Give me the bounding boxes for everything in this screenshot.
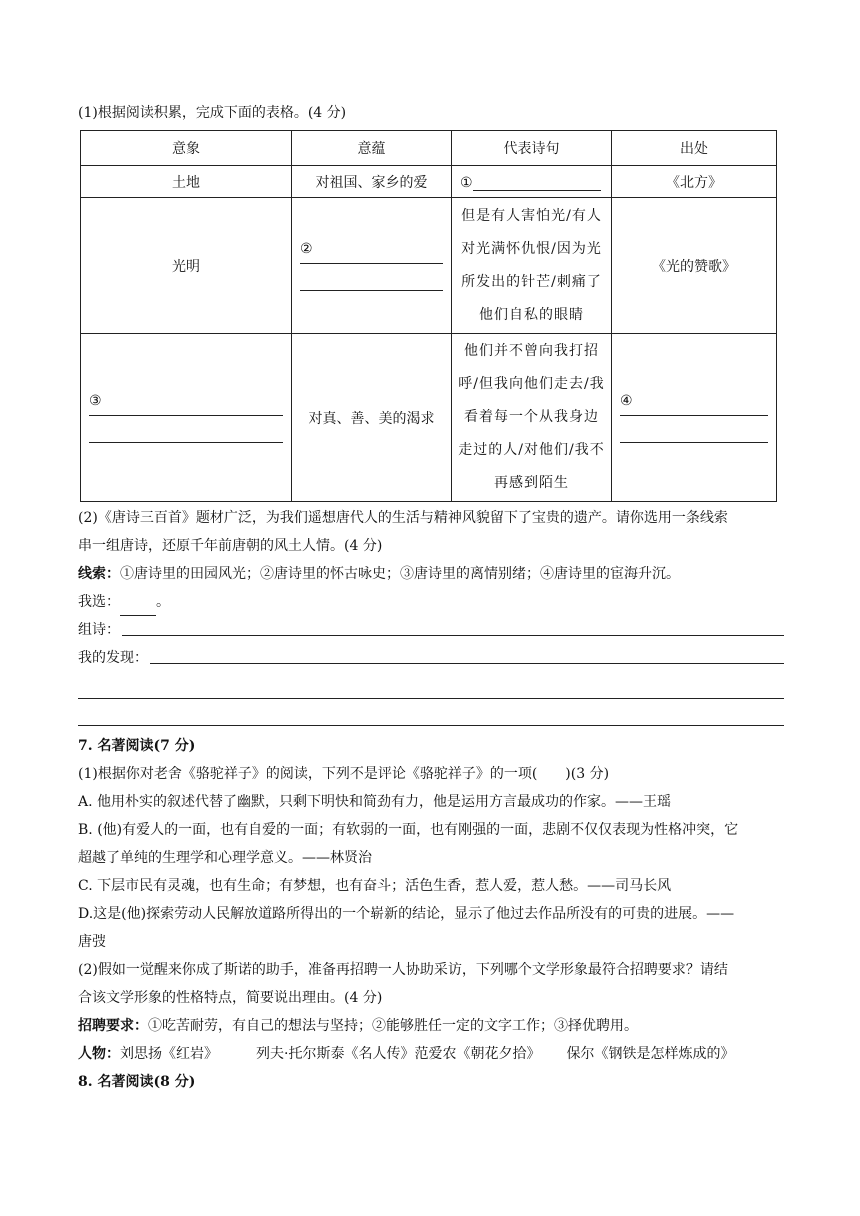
choice-label: 我选： [78,594,120,610]
answer-blank-1[interactable] [452,166,612,198]
answer-blank-4[interactable] [612,334,777,502]
cell-poem: 但是有人害怕光/有人对光满怀仇恨/因为光所发出的针芒/刺痛了他们自私的眼睛 [452,198,612,334]
requirement-line [78,1012,784,1040]
blank-underline [473,172,601,191]
requirement-label: 招聘要求： [78,1018,148,1034]
q8-title: 8. 名著阅读(8 分) [78,1074,196,1090]
person-item: 保尔《钢铁是怎样炼成的》 [566,1046,735,1062]
poems-line [78,616,784,644]
cell-meaning: 对真、善、美的渴求 [292,334,452,502]
clue-text: ①唐诗里的田园风光；②唐诗里的怀古咏史；③唐诗里的离情别绪；④唐诗里的宦海升沉。 [120,566,680,582]
blank-underline [300,268,443,291]
imagery-table [80,130,777,502]
blank-underline [300,241,443,264]
finding-label: 我的发现： [78,650,148,666]
q7-title: 7. 名著阅读(7 分) [78,738,196,754]
header-meaning: 意蕴 [292,131,452,166]
people-line [78,1040,784,1068]
q7-sub2-line2: 合该文学形象的性格特点，简要说出理由。(4 分) [78,990,383,1006]
option-d-line2: 唐弢 [78,934,106,950]
choice-blank[interactable] [120,597,156,616]
clue-line [78,560,784,588]
blank-underline [89,420,283,443]
blank-underline [89,393,283,416]
requirement-text: ①吃苦耐劳，有自己的想法与坚持；②能够胜任一定的文字工作；③择优聘用。 [148,1018,638,1034]
choice-line [78,588,784,616]
q7-sub1: (1)根据你对老舍《骆驼祥子》的阅读，下列不是评论《骆驼祥子》的一项( )(3 分) [78,766,610,782]
option-a: A. 他用朴实的叙述代替了幽默，只剩下明快和简劲有力，他是运用方言最成功的作家。——王瑶 [78,794,672,810]
table-header-row [81,131,777,166]
q6-1-prompt: (1)根据阅读积累，完成下面的表格。(4 分) [78,105,347,121]
blank-underline [620,420,768,443]
person-item: 刘思扬《红岩》 [120,1046,218,1062]
poems-label: 组诗： [78,622,120,638]
answer-blank-2[interactable] [292,198,452,334]
option-b-line1: B. (他)有爱人的一面，也有自爱的一面；有软弱的一面，也有刚强的一面，悲剧不仅仅表现为性格冲突，它 [78,822,739,838]
cell-source: 《北方》 [612,166,777,198]
answer-line[interactable] [78,699,784,726]
blank-number: ③ [89,392,102,409]
finding-answer-line[interactable] [150,663,784,664]
answer-blank-3[interactable] [81,334,292,502]
option-d-line1: D.这是(他)探索劳动人民解放道路所得出的一个崭新的结论，显示了他过去作品所没有的可贵的进展。—— [78,906,735,922]
choice-end: 。 [156,594,170,610]
table-row [81,166,777,198]
answer-line[interactable] [78,672,784,699]
header-imagery: 意象 [81,131,292,166]
poems-answer-line[interactable] [122,635,784,636]
blank-number: ④ [620,392,633,409]
finding-line [78,644,784,672]
q7-sub2-line1: (2)假如一觉醒来你成了斯诺的助手，准备再招聘一人协助采访，下列哪个文学形象最符合招聘要求？请结 [78,962,728,978]
table-row [81,334,777,502]
cell-source: 《光的赞歌》 [612,198,777,334]
cell-meaning: 对祖国、家乡的爱 [292,166,452,198]
option-b-line2: 超越了单纯的生理学和心理学意义。——林贤治 [78,850,372,866]
q6-2-prompt-line2: 串一组唐诗，还原千年前唐朝的风土人情。(4 分) [78,538,383,554]
blank-number: ① [460,175,473,191]
q6-2-prompt-line1: (2)《唐诗三百首》题材广泛，为我们遥想唐代人的生活与精神风貌留下了宝贵的遗产。请你选用一条线索 [78,510,728,526]
cell-imagery: 光明 [81,198,292,334]
cell-poem: 他们并不曾向我打招呼/但我向他们走去/我看着每一个从我身边走过的人/对他们/我不再感到陌生 [452,334,612,502]
table-row [81,198,777,334]
blank-number: ② [300,240,313,257]
worksheet-page [78,96,784,1096]
header-poem: 代表诗句 [452,131,612,166]
option-c: C. 下层市民有灵魂，也有生命；有梦想，也有奋斗；活色生香，惹人爱，惹人愁。——司马长风 [78,878,672,894]
header-source: 出处 [612,131,777,166]
people-label: 人物： [78,1046,120,1062]
clue-label: 线索： [78,566,120,582]
blank-underline [620,393,768,416]
person-item: 列夫·托尔斯泰《名人传》范爱农《朝花夕拾》 [256,1046,541,1062]
cell-imagery: 土地 [81,166,292,198]
